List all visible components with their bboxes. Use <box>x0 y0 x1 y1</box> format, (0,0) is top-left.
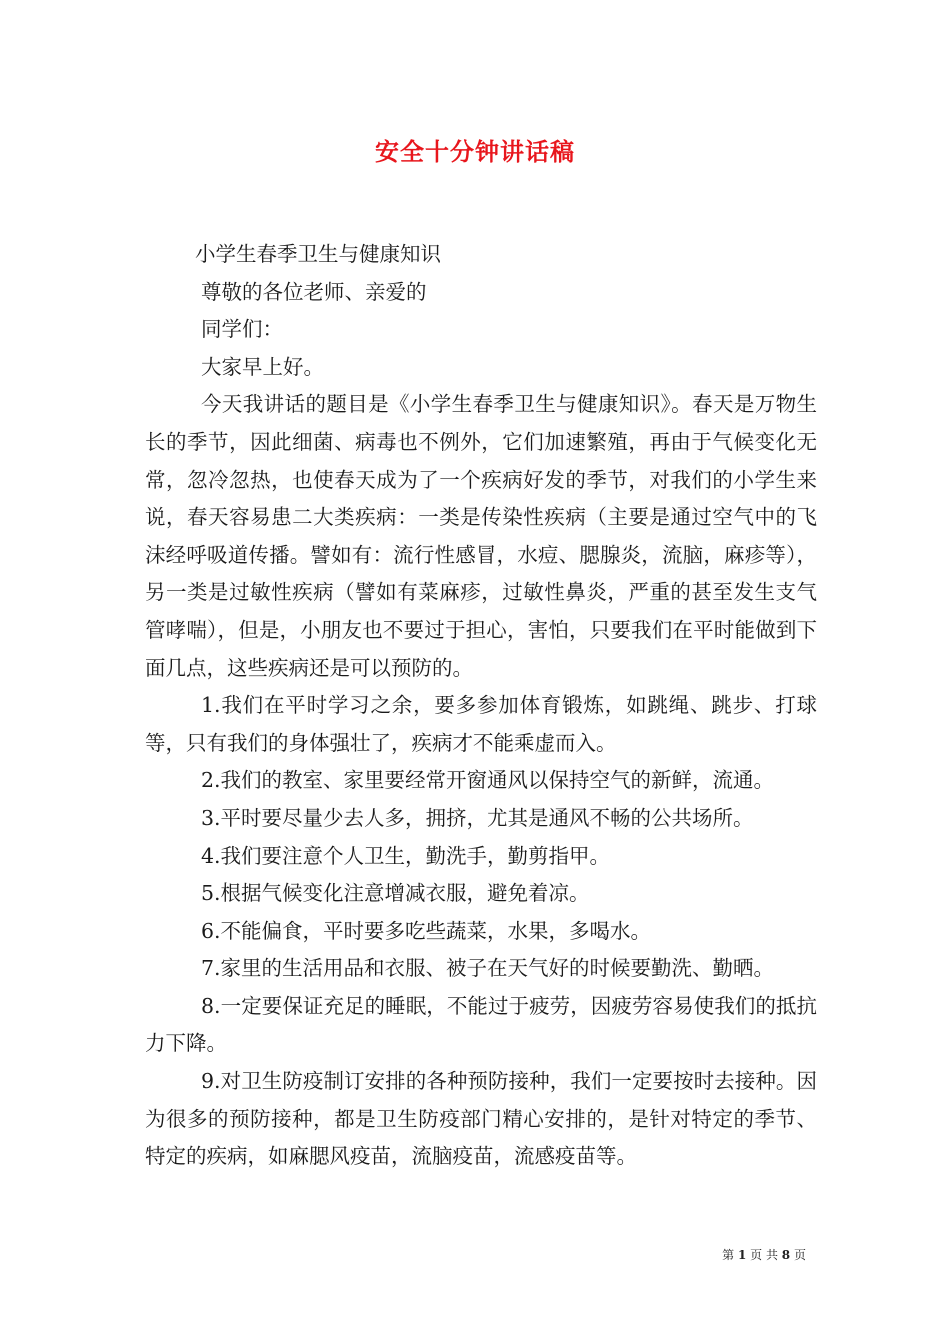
paragraph-item-6: 6.不能偏食，平时要多吃些蔬菜，水果，多喝水。 <box>201 918 652 943</box>
paragraph-item-7: 7.家里的生活用品和衣服、被子在天气好的时候要勤洗、勤晒。 <box>201 956 775 981</box>
footer-middle: 页 共 <box>750 1248 778 1262</box>
paragraph-greeting-2: 同学们： <box>201 317 283 342</box>
paragraph-item-1: 1.我们在平时学习之余，要多参加体育锻炼，如跳绳、跳步、打球等，只有我们的身体强壮了，疾病才不能乘虚而入。 <box>145 693 817 755</box>
paragraph-item-4: 4.我们要注意个人卫生，勤洗手，勤剪指甲。 <box>201 843 611 868</box>
paragraph-item-5: 5.根据气候变化注意增减衣服，避免着凉。 <box>201 881 590 906</box>
document-title: 安全十分钟讲话稿 <box>375 137 575 166</box>
page-footer <box>722 1246 806 1263</box>
paragraph-greeting-3: 大家早上好。 <box>201 354 324 379</box>
paragraph-item-8: 8.一定要保证充足的睡眠，不能过于疲劳，因疲劳容易使我们的抵抗力下降。 <box>145 993 817 1056</box>
footer-current-page: 1 <box>737 1248 747 1262</box>
paragraph-intro: 今天我讲话的题目是《小学生春季卫生与健康知识》。春天是万物生长的季节，因此细菌、病毒也不例外，它们加速繁殖，再由于气候变化无常，忽冷忽热，也使春天成为了一个疾病好发的季节，对我们的小学生来说，春天容易患二大类疾病：一类是传染性疾病（主要是通过空气中的飞沫经呼吸道传播。譬如有：流行性感冒，水痘、腮腺炎，流脑，麻疹等），另一类是过敏性疾病（譬如有菜麻疹，过敏性鼻炎，严重的甚至发生支气管哮喘），但是，小朋友也不要过于担心，害怕，只要我们在平时能做到下面几点，这些疾病还是可以预防的。 <box>145 392 817 680</box>
paragraph-item-9: 9.对卫生防疫制订安排的各种预防接种，我们一定要按时去接种。因为很多的预防接种，都是卫生防疫部门精心安排的，是针对特定的季节、特定的疾病，如麻腮风疫苗，流脑疫苗，流感疫苗等。 <box>145 1069 817 1169</box>
paragraph-subtitle: 小学生春季卫生与健康知识 <box>195 242 441 266</box>
paragraph-greeting-1: 尊敬的各位老师、亲爱的 <box>201 279 427 304</box>
footer-total-pages: 8 <box>781 1248 791 1262</box>
paragraph-item-2: 2.我们的教室、家里要经常开窗通风以保持空气的新鲜，流通。 <box>201 768 775 793</box>
footer-suffix: 页 <box>793 1248 806 1262</box>
paragraph-item-3: 3.平时要尽量少去人多，拥挤，尤其是通风不畅的公共场所。 <box>201 805 754 830</box>
document-body <box>145 236 817 1176</box>
footer-prefix: 第 <box>722 1248 735 1262</box>
